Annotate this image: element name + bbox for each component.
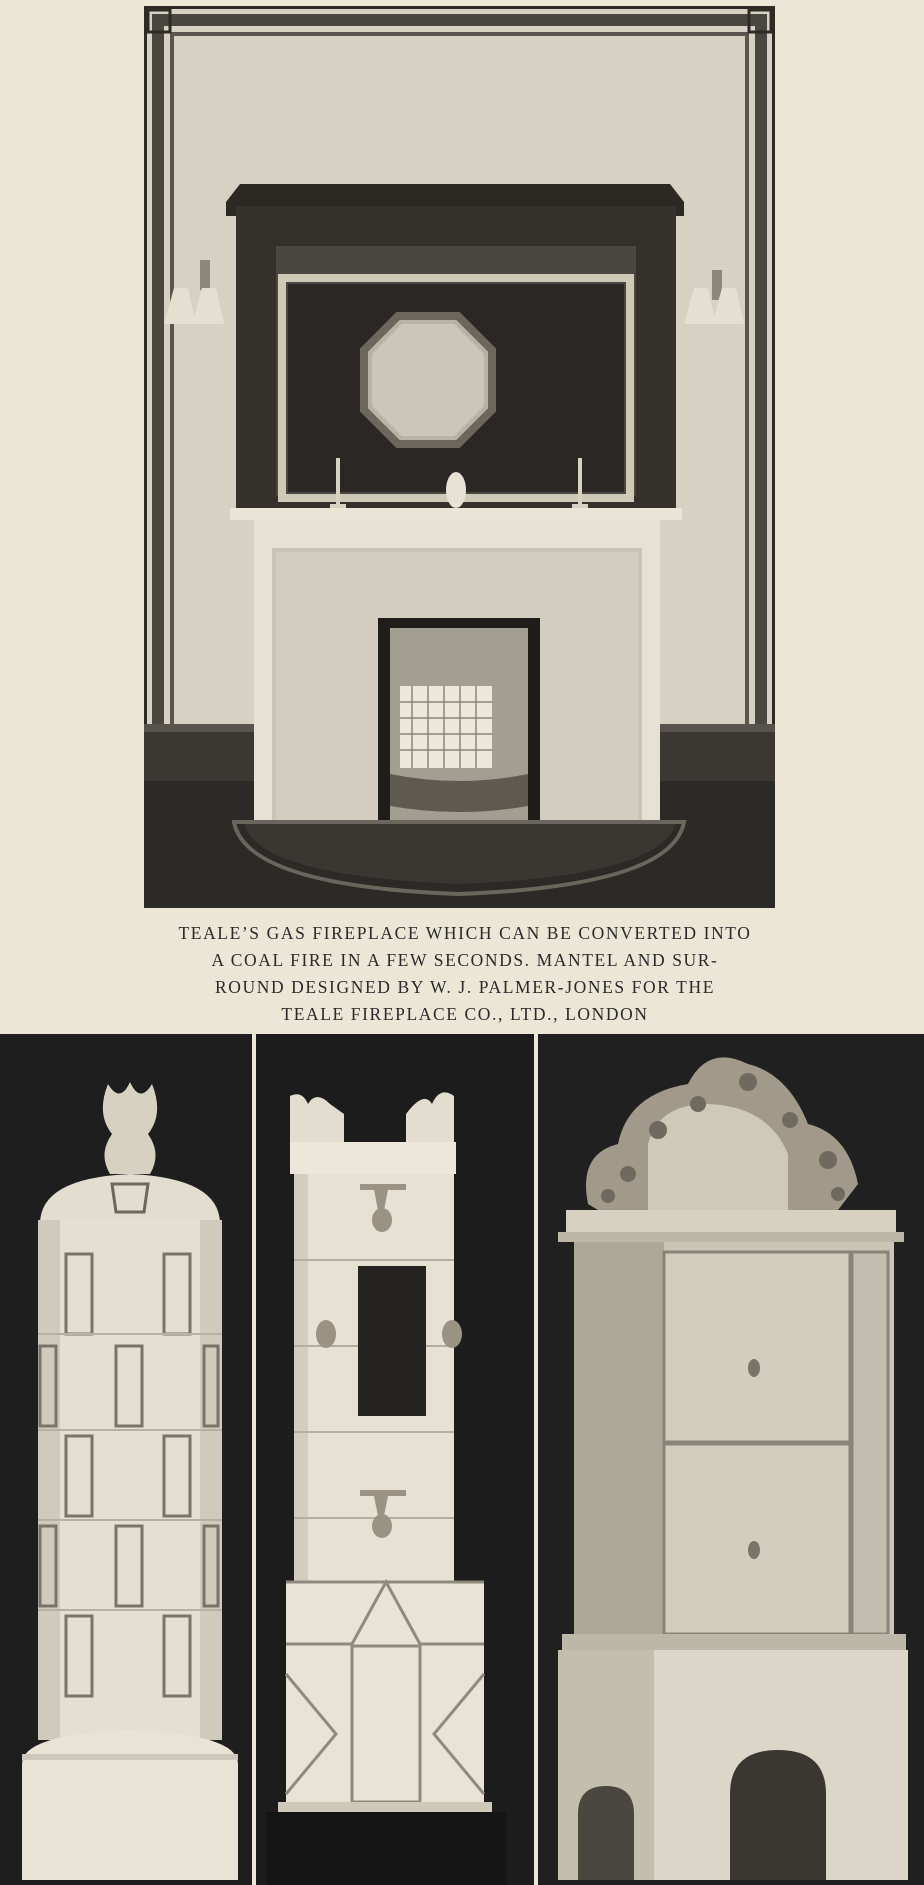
ornate-stove-photo: [538, 1034, 924, 1885]
caption-line-4: TEALE FIREPLACE CO., LTD., LONDON: [281, 1004, 649, 1024]
caption-line-1: TEALE’S GAS FIREPLACE WHICH CAN BE CONVERTED INTO: [178, 923, 752, 943]
cylindrical-stove-photo: [0, 1034, 252, 1885]
photo-caption: [140, 920, 790, 1028]
tower-stove-photo: [256, 1034, 534, 1885]
caption-line-3: ROUND DESIGNED BY W. J. PALMER-JONES FOR THE: [214, 977, 715, 997]
fireplace-photo: [144, 6, 775, 908]
caption-line-2: A COAL FIRE IN A FEW SECONDS. MANTEL AND SUR-: [211, 950, 719, 970]
